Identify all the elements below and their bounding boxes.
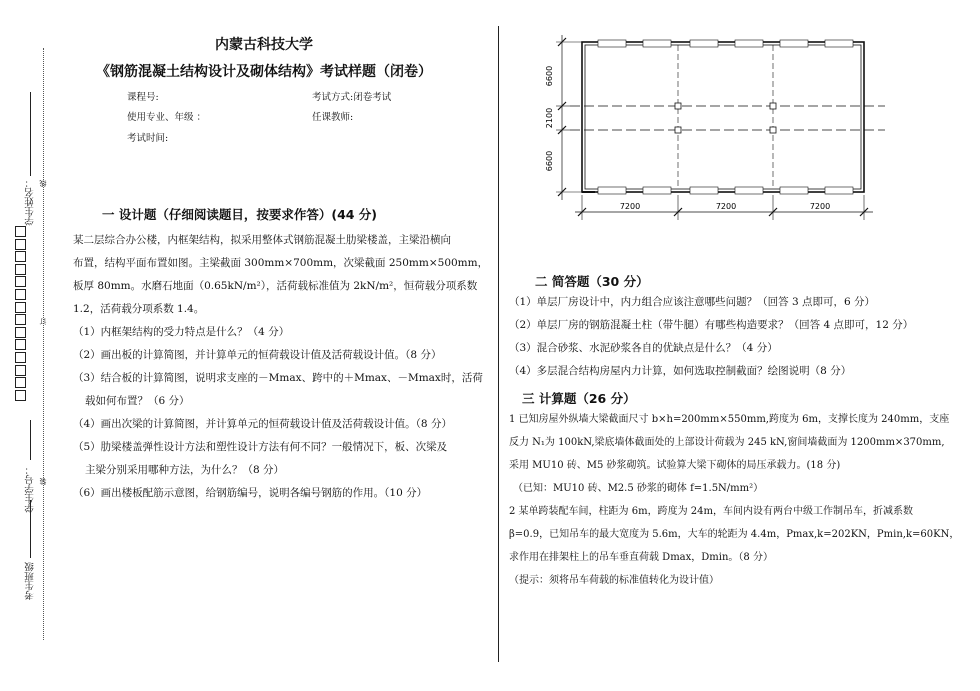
section1-intro-line: 板厚 80mm。水磨石地面（0.65kN/m²），活荷载标准值为 2kN/m²，恒荷载分项系数 [73, 280, 478, 292]
exam-title: 《钢筋混凝土结构设计及砌体结构》考试样题（闭卷） [96, 64, 432, 80]
section1-intro-line: 布置，结构平面布置如图。主梁截面 300mm×700mm，次梁截面 250mm×500mm， [73, 257, 489, 269]
student-id-label: 学生学号： [25, 465, 36, 513]
question-2-4: （4）多层混合结构房屋内力计算，如何选取控制截面？绘图说明（8 分） [509, 365, 852, 377]
student-name-underline [30, 92, 31, 176]
major-label: 使用专业、年级 ： [127, 112, 207, 123]
section1-body [73, 229, 491, 505]
seal-mark-line: 线 [39, 180, 47, 187]
question-2-3: （3）混合砂浆、水泥砂浆各自的优缺点是什么？（4 分） [509, 342, 778, 354]
section1-intro-line: 1.2，活荷载分项系数 1.4。 [73, 303, 205, 315]
span-2-label: 7200 [715, 202, 737, 211]
problem-3-2-line: （提示：须将吊车荷载的标准值转化为设计值） [509, 575, 719, 586]
class-label: 考生班级 [25, 562, 36, 600]
university-title: 内蒙古科技大学 [215, 37, 313, 53]
problem-3-2-line: 求作用在排架柱上的吊车垂直荷载 Dmax，Dmin。（8 分） [509, 552, 773, 563]
dim-bottom-label: 6600 [545, 150, 554, 172]
dim-top-label: 6600 [545, 65, 554, 87]
page-divider [498, 26, 499, 662]
seal-mark-order: 订 [39, 318, 47, 325]
question-2-2: （2）单层厂房的钢筋混凝土柱（带牛腿）有哪些构造要求？（回答 4 点即可，12 分） [509, 319, 914, 331]
section1-title: 一 设计题（仔细阅读题目，按要求作答）(44 分) [102, 207, 378, 222]
question-1-5-cont: 主梁分别采用哪种方法，为什么？（8 分） [85, 464, 285, 476]
structural-plan-drawing [530, 30, 900, 225]
exam-time-label: 考试时间: [127, 133, 169, 144]
teacher-label: 任课教师: [312, 112, 354, 123]
student-name-label: 学生姓名： [25, 178, 36, 226]
course-no-label: 课程号: [127, 92, 159, 103]
problem-3-1-line: 反力 N₁为 100kN,梁底墙体截面处的上部设计荷载为 245 kN,窗间墙截面为 1200mm×370mm, [509, 437, 945, 448]
question-1-3-cont: 载如何布置？（6 分） [85, 395, 190, 407]
question-1-2: （2）画出板的计算简图，并计算单元的恒荷载设计值及活荷载设计值。（8 分） [73, 349, 442, 361]
binding-dotted-line [43, 48, 44, 640]
seal-mark-bind: 装 [39, 478, 47, 485]
section2-title: 二 简答题（30 分） [535, 274, 649, 289]
section3-title: 三 计算题（26 分） [522, 391, 636, 406]
question-2-1: （1）单层厂房设计中，内力组合应该注意哪些问题？（回答 3 点即可，6 分） [509, 296, 876, 308]
question-1-6: （6）画出楼板配筋示意图，给钢筋编号，说明各编号钢筋的作用。（10 分） [73, 487, 428, 499]
question-1-3: （3）结合板的计算简图，说明求支座的－Mmax、跨中的＋Mmax、－Mmax时，活荷 [73, 372, 483, 384]
problem-3-1-line: （已知：MU10 砖、M2.5 砂浆的砌体 f=1.5N/mm²） [513, 483, 764, 494]
problem-3-2-line: 2 某单跨装配车间，柱距为 6m，跨度为 24m，车间内设有两台中级工作制吊车，折减系数 [509, 506, 913, 517]
class-underline [30, 500, 31, 558]
section1-intro-line: 某二层综合办公楼，内框架结构，拟采用整体式钢筋混凝土肋梁楼盖，主梁沿横向 [73, 234, 451, 246]
dim-mid-label: 2100 [545, 107, 554, 129]
section2-body [509, 291, 969, 383]
question-1-1: （1）内框架结构的受力特点是什么？（4 分） [73, 326, 290, 338]
span-1-label: 7200 [619, 202, 641, 211]
problem-3-1-line: 采用 MU10 砖、M5 砂浆砌筑。试验算大梁下砌体的局压承载力。(18 分) [509, 460, 841, 471]
problem-3-1-line: 1 已知房屋外纵墙大梁截面尺寸 b×h=200mm×550mm,跨度为 6m，支撑长度为 240mm，支座 [509, 414, 950, 425]
section3-body [509, 408, 971, 592]
student-id-underline [30, 420, 31, 460]
student-id-boxes [15, 226, 26, 402]
exam-mode-label: 考试方式:闭卷考试 [312, 92, 392, 103]
problem-3-2-line: β=0.9，已知吊车的最大宽度为 5.6m，大车的轮距为 4.4m，Pmax,k=202KN，Pmin,k=60KN， [509, 529, 960, 540]
question-1-4: （4）画出次梁的计算简图，并计算单元的恒荷载设计值及活荷载设计值。（8 分） [73, 418, 452, 430]
span-3-label: 7200 [809, 202, 831, 211]
question-1-5: （5）肋梁楼盖弹性设计方法和塑性设计方法有何不同？一般情况下，板、次梁及 [73, 441, 448, 453]
